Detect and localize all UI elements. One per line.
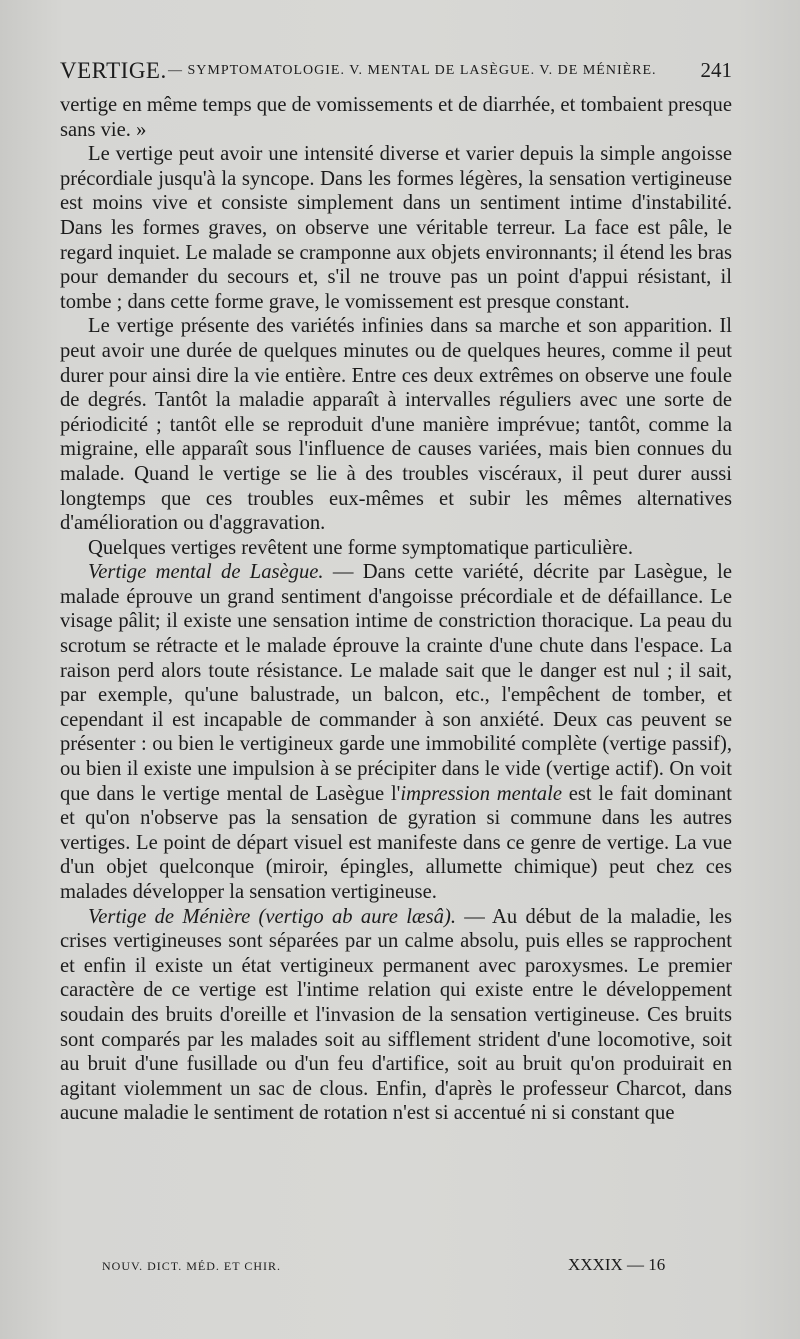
meniere-text: — Au début de la maladie, les crises vertigineuses sont séparées par un calme absolu, puis elles se rapprochent et enfin il existe un état vertigineux permanent avec paroxysmes. Le premier caractère de ce vertige est l'intime relation qui existe entre le développement soudain des bruits d'oreille et l'invasion de la sensation vertigineuse. Ces bruits sont comparés par les malades soit au sifflement strident d'une locomotive, soit au bruit d'une fusillade ou d'un feu d'artifice, soit au bruit qu'on produirait en agitant violemment un sac de clous. Enfin, d'après le professeur Charcot, dans aucune maladie le sentiment de rotation n'est si accentué ni si constant que — [60, 905, 732, 1125]
header-title: VERTIGE. — [60, 58, 167, 83]
paragraph-varieties: Le vertige présente des variétés infinies dans sa marche et son apparition. Il peut avoir une durée de quelques minutes ou de quelques heures, comme il peut durer pour ainsi dire la vie entière. Entre ces deux extrêmes on observe une foule de degrés. Tantôt la maladie apparaît à intervalles réguliers avec une sorte de périodicité ; tantôt elle se reproduit d'une manière imprévue; tantôt, comme la migraine, elle apparaît sous l'influence de causes variées, mais bien connues du malade. Quand le vertige se lie à des troubles viscéraux, il peut durer aussi longtemps que ces troubles eux-mêmes et subir les mêmes alternatives d'amélioration ou d'aggravation. — [60, 315, 732, 535]
lasegue-emphasis: impression mentale — [400, 782, 562, 805]
page-footer — [60, 1255, 732, 1277]
lasegue-text-b: est le fait dominant et qu'on n'observe pas la sensation de gyration si commune dans les autres vertiges. Le point de départ visuel est manifeste dans ce genre de vertige. La vue d'un objet quelconque (miroir, épingles, allumette chimique) peut chez ces malades développer la sensation vertigineuse. — [60, 782, 732, 903]
lasegue-text-a: — Dans cette variété, décrite par Lasègue, le malade éprouve un grand sentiment d'angoisse précordiale et de défaillance. Le visage pâlit; il existe une sensation intime de constriction thoracique. La peau du scrotum se rétracte et le malade éprouve la crainte d'une chute dans l'espace. La raison perd alors toute résistance. Le malade sait que le danger est nul ; il sait, par exemple, qu'une balustrade, un balcon, etc., l'empêchent de tomber, et cependant il est incapable de commander à son anxiété. Deux cas peuvent se présenter : ou bien le vertigineux garde une immobilité complète (vertige passif), ou bien il existe une impulsion à se précipiter dans le vide (vertige actif). On voit que dans le vertige mental de Lasègue l' — [60, 561, 732, 805]
paragraph-intensity: Le vertige peut avoir une intensité diverse et varier depuis la simple angoisse précordiale jusqu'à la syncope. Dans les formes légères, la sensation vertigineuse est moins vive et consiste simplement dans un sentiment intime d'instabilité. Dans les formes graves, on observe une véritable terreur. La face est pâle, le regard inquiet. Le malade se cramponne aux objets environnants; il étend les bras pour demander du secours et, s'il ne trouve pas un point d'appui résistant, il tombe ; dans cette forme grave, le vomissement est presque constant. — [60, 143, 732, 313]
meniere-latin: (vertigo ab aure læsâ). — [250, 905, 456, 928]
section-title-lasegue: Vertige mental de Lasègue. — [88, 561, 324, 584]
header-subtitle: — SYMPTOMATOLOGIE. V. MENTAL DE LASÈGUE. V. DE MÉNIÈRE. — [168, 63, 657, 78]
page-number: 241 — [700, 58, 732, 82]
running-header — [60, 58, 732, 88]
footer-volume: XXXIX — 16 — [568, 1255, 666, 1274]
paragraph-continuation: vertige en même temps que de vomissements et de diarrhée, et tombaient presque sans vie. » — [60, 94, 732, 141]
footer-signature: NOUV. DICT. MÉD. ET CHIR. — [102, 1259, 282, 1273]
paragraph-lasegue — [60, 560, 732, 904]
section-title-meniere: Vertige de Ménière — [88, 905, 251, 928]
body-text — [60, 93, 732, 1126]
paragraph-symptomatic-forms: Quelques vertiges revêtent une forme symptomatique particulière. — [88, 536, 633, 559]
paragraph-meniere — [60, 905, 732, 1126]
